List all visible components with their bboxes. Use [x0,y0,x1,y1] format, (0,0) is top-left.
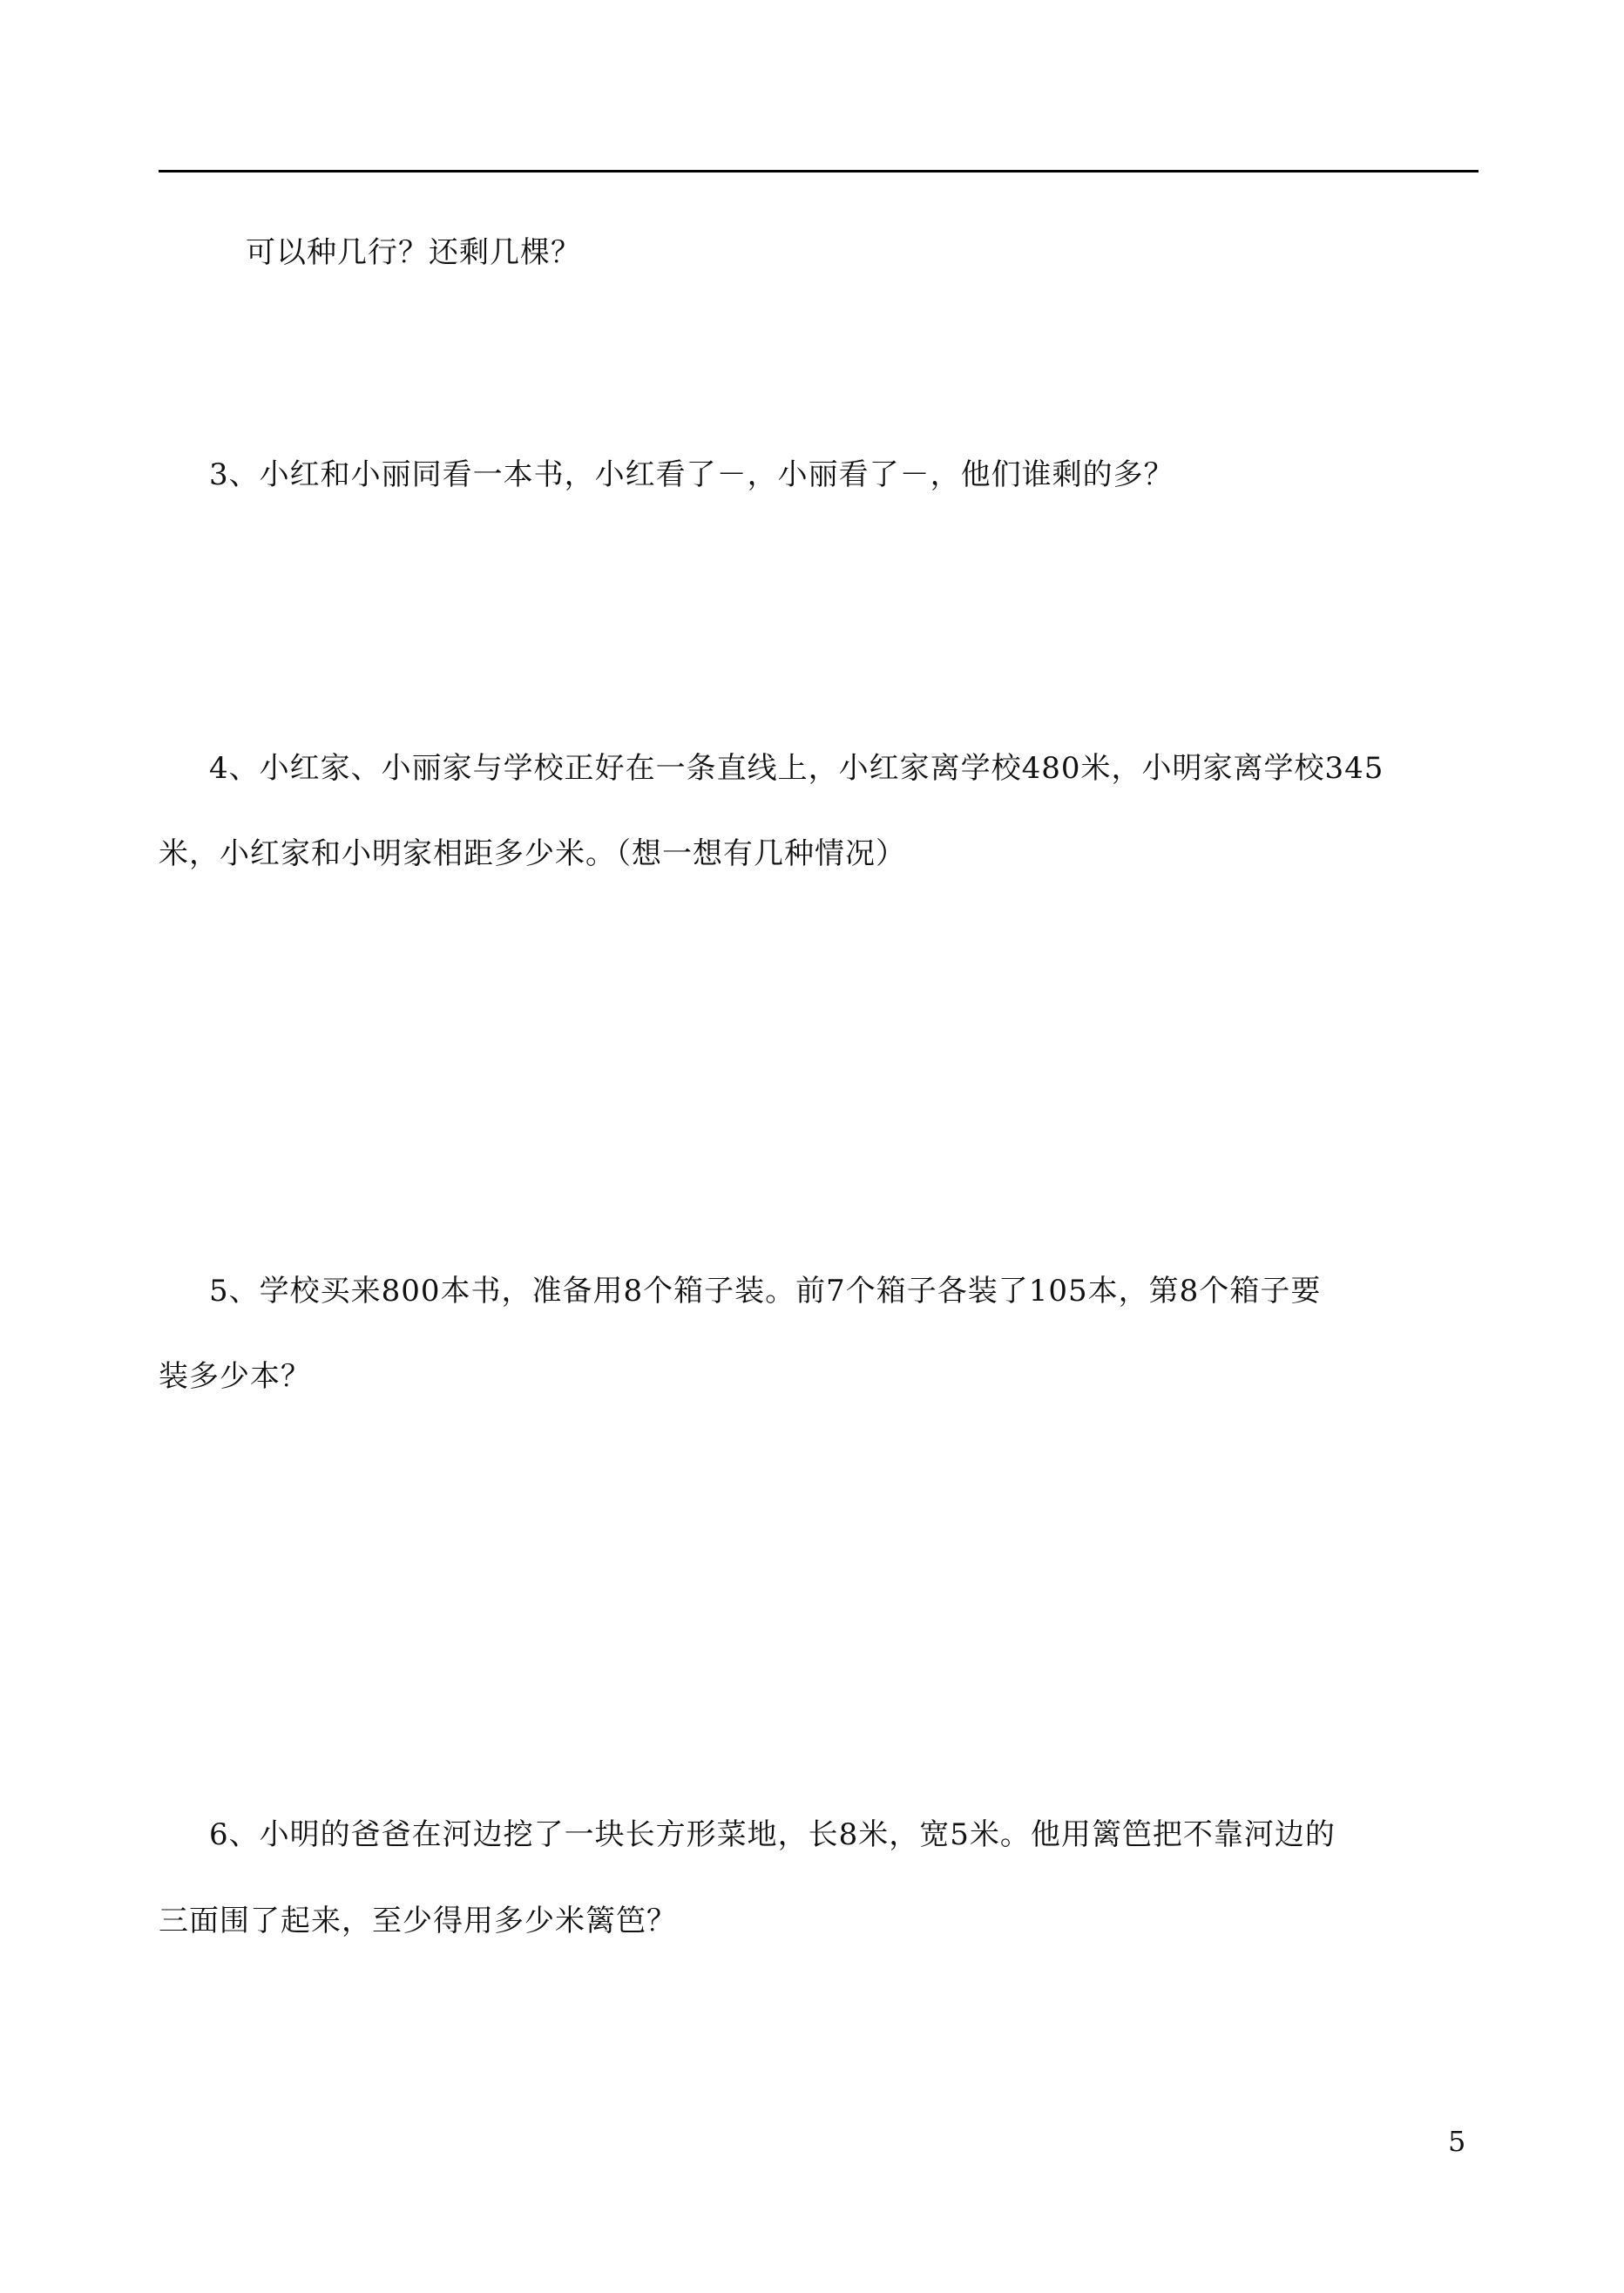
problem-3-line-1: 3、小红和小丽同看一本书，小红看了－，小丽看了－，他们谁剩的多？ [209,457,1174,492]
page-number: 5 [1448,2125,1466,2158]
problem-4-line-1: 4、小红家、小丽家与学校正好在一条直线上，小红家离学校480米，小明家离学校345 [209,751,1384,786]
problem-6-line-2: 三面围了起来，至少得用多少米篱笆？ [159,1904,677,1938]
problem-5-line-2: 装多少本？ [159,1359,311,1394]
problem-4-line-2: 米，小红家和小明家相距多少米。（想一想有几种情况） [159,836,906,871]
continuation-line: 可以种几行？还剩几棵？ [246,235,581,270]
header-rule [159,170,1479,172]
problem-5-line-1: 5、学校买来800本书，准备用8个箱子装。前7个箱子各装了105本，第8个箱子要 [209,1274,1322,1309]
problem-6-line-1: 6、小明的爸爸在河边挖了一块长方形菜地，长8米，宽5米。他用篱笆把不靠河边的 [209,1817,1336,1852]
